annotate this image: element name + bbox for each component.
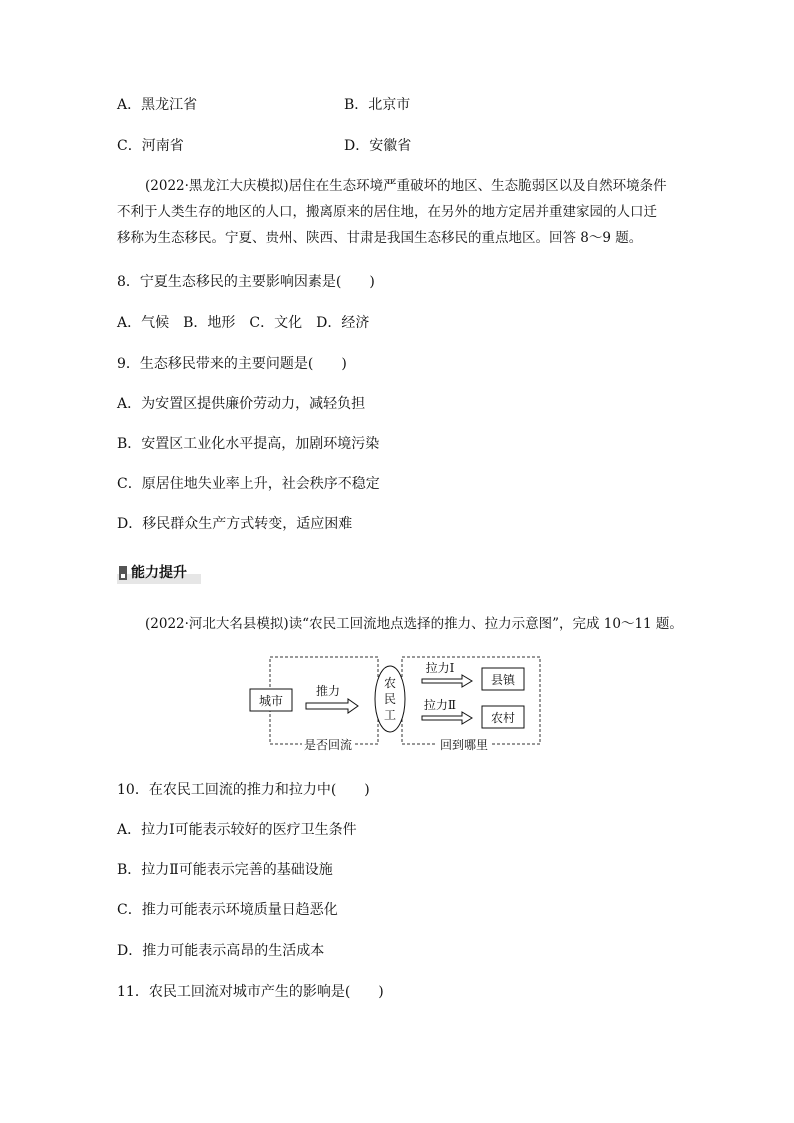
option-c-prev: C．河南省	[117, 138, 184, 154]
intro-line-1: (2022·黑龙江大庆模拟)居住在生态环境严重破坏的地区、生态脆弱区以及自然环境条件	[145, 178, 667, 194]
village-label: 农村	[490, 711, 516, 725]
push-pull-diagram	[240, 652, 545, 752]
question-8-stem: 8．宁夏生态移民的主要影响因素是( )	[117, 274, 375, 290]
diagram-intro	[117, 614, 717, 634]
question-10-option-a: A．拉力Ⅰ可能表示较好的医疗卫生条件	[117, 822, 357, 838]
intro-paragraph	[117, 176, 677, 248]
push-label: 推力	[315, 684, 341, 698]
pull-1-arrow	[422, 675, 472, 687]
option-b-prev: B．北京市	[344, 97, 411, 113]
question-9-stem: 9．生态移民带来的主要问题是( )	[117, 356, 347, 372]
pull-1-label: 拉力Ⅰ	[425, 661, 455, 675]
city-label: 城市	[258, 694, 284, 708]
section-title: 能力提升	[131, 565, 187, 581]
question-9-option-a: A．为安置区提供廉价劳动力，减轻负担	[117, 396, 366, 412]
county-label: 县镇	[490, 673, 516, 687]
diagram-intro-text: (2022·河北大名县模拟)读“农民工回流地点选择的推力、拉力示意图”，完成 10～11 题。	[145, 616, 683, 632]
pull-2-arrow	[422, 712, 472, 724]
push-arrow	[306, 699, 358, 713]
intro-line-2: 不利于人类生存的地区的人口，搬离原来的居住地，在另外的地方定居并重建家园的人口迁	[117, 204, 657, 220]
left-caption: 是否回流	[303, 738, 353, 752]
section-heading	[117, 562, 201, 584]
question-10-option-c: C．推力可能表示环境质量日趋恶化	[117, 902, 338, 918]
question-9-option-c: C．原居住地失业率上升，社会秩序不稳定	[117, 476, 380, 492]
section-marker-icon	[119, 566, 127, 580]
intro-line-3: 移称为生态移民。宁夏、贵州、陕西、甘肃是我国生态移民的重点地区。回答 8～9 题。	[117, 230, 643, 246]
worker-label-2: 民	[383, 692, 397, 706]
question-10-stem: 10．在农民工回流的推力和拉力中( )	[117, 782, 370, 798]
question-11-stem: 11．农民工回流对城市产生的影响是( )	[117, 984, 384, 1000]
question-9-option-d: D．移民群众生产方式转变，适应困难	[117, 516, 353, 532]
question-9-option-b: B．安置区工业化水平提高，加剧环境污染	[117, 436, 380, 452]
right-caption: 回到哪里	[439, 738, 489, 752]
pull-2-label: 拉力Ⅱ	[423, 698, 457, 712]
question-10-option-d: D．推力可能表示高昂的生活成本	[117, 943, 325, 959]
question-10-option-b: B．拉力Ⅱ可能表示完善的基础设施	[117, 862, 333, 878]
worker-label-1: 农	[383, 676, 397, 690]
question-8-options: A．气候 B．地形 C．文化 D．经济	[117, 315, 370, 331]
option-d-prev: D．安徽省	[344, 138, 412, 154]
worker-label-3: 工	[383, 708, 397, 722]
option-a-prev: A．黑龙江省	[117, 97, 198, 113]
